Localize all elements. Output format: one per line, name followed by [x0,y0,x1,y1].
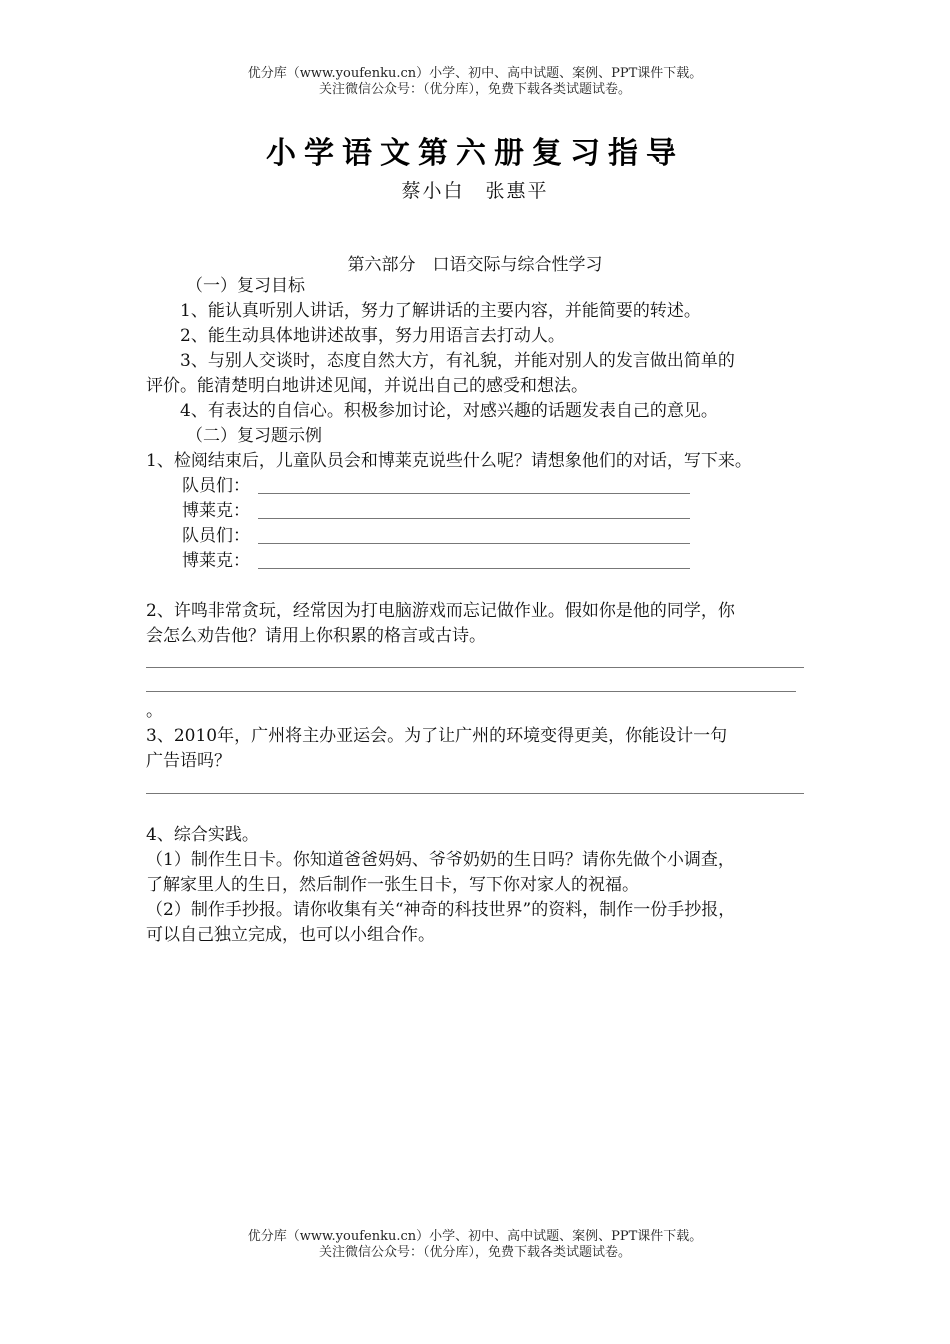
answer-blank[interactable] [258,543,690,544]
goal-item: 3、与别人交谈时，态度自然大方，有礼貌，并能对别人的发言做出简单的 [180,351,735,371]
page-footer [0,1229,950,1261]
question-3-line-1: 3、2010年，广州将主办亚运会。为了让广州的环境变得更美，你能设计一句 [146,726,728,746]
answer-blank[interactable] [146,667,804,668]
speaker-label: 博莱克： [182,551,250,571]
question-4-line: 了解家里人的生日，然后制作一张生日卡，写下你对家人的祝福。 [146,875,639,895]
header-line-1: 优分库（www.youfenku.cn）小学、初中、高中试题、案例、PPT课件下载。 [247,66,703,81]
goal-item: 2、能生动具体地讲述故事，努力用语言去打动人。 [180,326,565,346]
question-4-line: 可以自己独立完成，也可以小组合作。 [146,925,435,945]
header-line-2: 关注微信公众号：（优分库），免费下载各类试题试卷。 [318,82,631,97]
speaker-label: 博莱克： [182,501,250,521]
goals-heading: （一）复习目标 [186,276,305,296]
answer-blank[interactable] [258,493,690,494]
question-3-line-2: 广告语吗？ [146,751,231,771]
answer-blank[interactable] [146,691,796,692]
document-title: 小学语文第六册复习指导 [266,136,684,171]
goal-item: 评价。能清楚明白地讲述见闻，并说出自己的感受和想法。 [146,376,588,396]
answer-blank[interactable] [258,518,690,519]
footer-line-1: 优分库（www.youfenku.cn）小学、初中、高中试题、案例、PPT课件下载。 [247,1229,703,1244]
question-2-end-mark: 。 [146,701,163,721]
goal-item: 1、能认真听别人讲话，努力了解讲话的主要内容，并能简要的转述。 [180,301,701,321]
question-2-line-1: 2、许鸣非常贪玩，经常因为打电脑游戏而忘记做作业。假如你是他的同学，你 [146,601,735,621]
answer-blank[interactable] [258,568,690,569]
question-1-text: 1、检阅结束后，儿童队员会和博莱克说些什么呢？请想象他们的对话，写下来。 [146,451,752,471]
section-heading: 第六部分 口语交际与综合性学习 [347,255,603,275]
question-4-heading: 4、综合实践。 [146,825,259,845]
goal-item: 4、有表达的自信心。积极参加讨论，对感兴趣的话题发表自己的意见。 [180,401,718,421]
speaker-label: 队员们： [182,526,250,546]
question-4-line: （2）制作手抄报。请你收集有关“神奇的科技世界”的资料，制作一份手抄报， [146,900,736,920]
answer-blank[interactable] [146,793,804,794]
question-4-line: （1）制作生日卡。你知道爸爸妈妈、爷爷奶奶的生日吗？请你先做个小调查， [146,850,735,870]
speaker-label: 队员们： [182,476,250,496]
page-header [0,66,950,98]
footer-line-2: 关注微信公众号：（优分库），免费下载各类试题试卷。 [318,1245,631,1260]
examples-heading: （二）复习题示例 [186,426,322,446]
document-authors: 蔡小白 张惠平 [401,180,549,202]
question-2-line-2: 会怎么劝告他？请用上你积累的格言或古诗。 [146,626,486,646]
